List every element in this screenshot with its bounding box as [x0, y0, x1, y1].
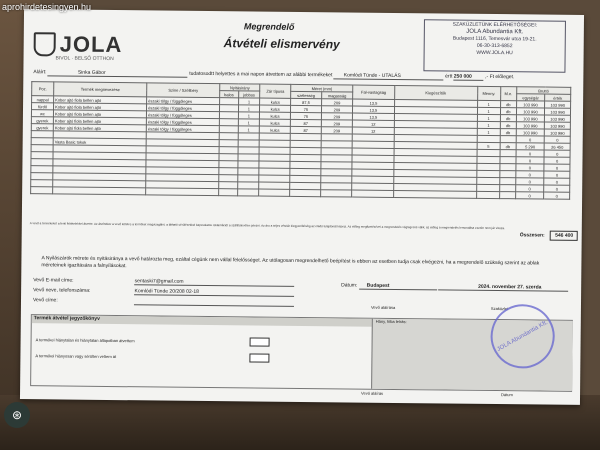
table-cell-value: 0 — [544, 171, 570, 178]
table-cell-lock: kulcs — [260, 126, 291, 133]
handover-ok-label: A termékei hiánytalan és hiánytalan állapotban átvettem — [35, 337, 135, 344]
col-accessories: Kiegészítők — [394, 85, 477, 100]
email-value: sentaski7@gmail.com — [135, 278, 295, 287]
table-cell-lock: kulcs — [260, 119, 291, 126]
contact-stamp — [423, 19, 566, 72]
table-cell-name: Kober ajtó fiola bellen ajtó — [54, 103, 147, 111]
table-cell-w: 75 — [291, 105, 322, 112]
shop-label: Szaküzlet — [490, 305, 509, 312]
sub-width: szélesség — [291, 91, 322, 98]
table-cell-wall: 12 — [353, 127, 394, 134]
table-cell-value: 0 — [544, 164, 570, 171]
name-value: Komlódi Tünde 20/208 02-18 — [134, 288, 294, 297]
table-cell-price: 0 — [515, 178, 544, 185]
table-cell-qty — [476, 191, 499, 198]
address-label: Vevő címe: — [32, 297, 58, 304]
col-opening: Nyitásirány — [220, 84, 260, 91]
table-cell-h: 209 — [321, 99, 353, 106]
date-row — [341, 282, 568, 291]
table-cell-h: 209 — [321, 106, 353, 113]
table-cell-qty: 1 — [477, 100, 500, 107]
handover-sign-label: Vevő aláírás — [361, 390, 384, 396]
table-cell-w: 87 — [290, 119, 321, 126]
table-cell-color — [146, 188, 219, 196]
table-cell-price: 0 — [515, 185, 544, 192]
table-cell-unit: db — [500, 115, 516, 122]
table-cell-pos: fürdő — [32, 103, 54, 110]
name-row — [33, 287, 294, 297]
sub-left: balos — [220, 91, 239, 98]
table-cell-lock — [259, 189, 290, 196]
table-cell — [219, 189, 238, 196]
table-cell-price: 0 — [516, 136, 545, 143]
buyer-sign-label: Vevő aláírása — [370, 304, 396, 310]
table-cell-h: 209 — [321, 120, 353, 127]
table-cell-wall: 13,5 — [353, 99, 394, 106]
date-value: 2024. november 27. szerda — [438, 283, 568, 291]
table-cell-unit: db — [500, 122, 516, 129]
table-cell-wall — [352, 190, 393, 197]
table-cell-qty: 5 — [477, 142, 500, 149]
table-cell-pos: gyerek — [31, 117, 53, 124]
table-cell-jobbos: 1 — [238, 98, 260, 105]
table-cell-value: 0 — [544, 136, 570, 143]
table-cell-color: északi tölgy / függőleges — [147, 104, 220, 112]
table-cell-jobbos — [237, 189, 259, 196]
sub-height: magasság — [321, 92, 353, 99]
table-cell-price: 103 990 — [516, 122, 545, 129]
notice-text: tudatosodtt helyettes a mai napon átvettem az alábbi termékeket — [189, 70, 333, 79]
company-round-stamp: JOLA Abundantia Kft. — [479, 293, 566, 380]
table-cell-jobbos: 1 — [238, 112, 260, 119]
date-label: Dátum: — [341, 282, 358, 289]
table-cell-value: 103 990 — [545, 129, 571, 136]
table-cell-value: 0 — [544, 192, 570, 199]
table-cell-color: északi tölgy / függőleges — [146, 125, 219, 133]
table-cell-unit: db — [500, 108, 516, 115]
table-cell-value: 103 990 — [545, 122, 571, 129]
app-badge-icon[interactable]: ⊛ — [4, 402, 30, 428]
table-cell-price: 103 990 — [516, 108, 545, 115]
col-product: Termék megnevezése — [54, 82, 147, 97]
table-cell-jobbos: 1 — [238, 126, 260, 133]
table-cell-price: 103 990 — [516, 101, 545, 108]
table-cell-pos — [31, 187, 53, 194]
table-cell-color: északi tölgy / függőleges — [147, 97, 220, 105]
city-value: Budapest — [359, 283, 437, 291]
buyer-name: Sinka Gábor — [48, 69, 188, 77]
table-cell-qty: 1 — [477, 128, 500, 135]
email-row — [33, 277, 294, 287]
table-cell-value: 103 990 — [545, 115, 571, 122]
document-page — [20, 9, 584, 405]
table-cell-w — [290, 189, 321, 196]
shield-icon — [34, 32, 56, 56]
amount-label: értt — [445, 73, 453, 80]
table-cell-w: 75 — [291, 112, 322, 119]
col-gross: Bruttó — [516, 87, 570, 95]
table-cell-price: 103 990 — [516, 115, 545, 122]
amount-suffix: ,- Ft előleget. — [485, 73, 515, 81]
logo-text: JOLA — [59, 31, 123, 58]
col-pos: Poz. — [32, 82, 54, 96]
table-cell-name: Kober ajtó fiola bellen ajtó — [53, 110, 146, 118]
table-cell-lock: kulcs — [260, 112, 291, 119]
col-unit: M.e. — [500, 87, 516, 101]
col-qty: Menny. — [477, 86, 500, 100]
table-cell-unit: db — [500, 143, 516, 150]
table-cell-price: 0 — [515, 171, 544, 178]
table-cell-pos: nappal — [32, 96, 54, 103]
watermark: aprohirdetesingyen.hu — [2, 2, 92, 12]
name-label: Vevő neve, telefonszáma: — [33, 287, 91, 294]
total — [520, 232, 579, 239]
handover-heading: Termék átvétel jegyzőkönyv — [32, 315, 374, 327]
table-cell-wall: 13,5 — [353, 113, 394, 120]
signed-label: Aláírt: — [33, 69, 47, 76]
table-cell-w: 87 — [290, 126, 321, 133]
table-cell-name: Kober ajtó fiola bellen ajtó — [53, 124, 146, 132]
sub-value: érték — [545, 94, 571, 101]
stamp-heading: SZAKÜZLETÜNK ELÉRHETŐSÉGEI: — [452, 21, 538, 29]
table-cell — [393, 190, 476, 198]
table-cell-price: 0 — [516, 150, 545, 157]
table-cell-w: 87,5 — [291, 98, 322, 105]
table-cell-name — [53, 187, 146, 195]
handover-damaged-label: A termékei hiányosan vagy sérülten vettem át — [35, 353, 117, 360]
table-cell-h: 209 — [321, 127, 353, 134]
table-cell-pos: wc — [31, 110, 53, 117]
table-cell-color: északi tölgy / függőleges — [146, 111, 219, 119]
sub-unit-price: egységár — [516, 94, 545, 101]
doc-subtitle: Átvételi elismervény — [223, 36, 340, 52]
handover-date-label: Dátum — [501, 392, 513, 398]
stamp-web: WWW.JOLA.HU — [476, 49, 513, 57]
table-cell-color: északi tölgy / függőleges — [146, 118, 219, 126]
table-cell-pos: gyerek — [31, 124, 53, 131]
table-cell-value: 0 — [544, 178, 570, 185]
fine-print: A vevő a termékeket a fenti feltételekkel átvette. Az átvételkor a vevő köteles a terméket megvizsgálni, a látható sérülésekkel kapcsolatos reklamációt a szállítólevélen jelezni. Az áru a teljes vételár kiegyenlítéséig az eladó tulajdonát képezi. Az előleg megfizetésével a megrendelés véglegessé válik, az előleg a megrendelés lemondása esetén nem jár vissza. — [29, 221, 505, 231]
total-value: 546 400 — [550, 231, 578, 241]
col-lock: Zár típusa — [260, 84, 291, 98]
note: A Nyilászárók mérete és nyitásiránya a vevő határozta meg, ezáltal cégünk nem vállal felelősséget. Az utólagosan megrendelhető beépítést is ebben az esetben tudja csak elvégezni, ha a megrendelő szükség szerint az ablak méreteinek igazítására a falnyílásokat. — [41, 255, 540, 270]
address-row — [33, 297, 294, 307]
table-cell-jobbos: 1 — [238, 105, 260, 112]
table-cell-value: 26 450 — [544, 143, 570, 150]
table-cell-qty: 1 — [477, 114, 500, 121]
table-cell-price: 0 — [516, 157, 545, 164]
logo-subtitle: BIVOL · BELSŐ OTTHON — [55, 55, 114, 63]
table-cell-jobbos: 1 — [238, 119, 260, 126]
remarks-label: Hány, hiba leírás: — [375, 318, 407, 325]
table-cell-name: Vasta Basic tokok — [53, 138, 146, 146]
col-size: Méret (mm) — [291, 84, 353, 92]
deposit-amount: 250 000 — [454, 74, 484, 81]
table-cell-qty: 1 — [477, 107, 500, 114]
table-cell-wall: 12 — [353, 120, 394, 127]
table-cell-value: 103 990 — [545, 101, 571, 108]
sub-right: jobbos — [238, 91, 260, 98]
table-cell-value: 0 — [544, 185, 570, 192]
stamp-address: Budapest 1116, Temesvár utca 19-21. — [452, 35, 537, 43]
table-cell-price: 5 290 — [516, 143, 545, 150]
company-logo — [34, 31, 123, 58]
handover-damaged-checkbox[interactable] — [249, 353, 269, 362]
col-color: Szine / Szélibéry — [147, 83, 220, 98]
seller-name: Komlódi Tünde - UTALÁS — [334, 72, 444, 80]
table-cell-value: 0 — [544, 150, 570, 157]
email-label: Vevő E-mail címe: — [33, 277, 74, 284]
table-cell-qty: 1 — [477, 121, 500, 128]
table-cell-name: Kober ajtó fiola bellen ajtó — [53, 117, 146, 125]
table-cell-h — [320, 190, 352, 197]
table-cell-lock: kulcs — [260, 105, 291, 112]
table-cell-unit — [499, 192, 515, 199]
table-cell-price: 0 — [516, 164, 545, 171]
table-cell-unit: db — [500, 101, 516, 108]
doc-title: Megrendelő — [243, 21, 295, 32]
table-cell-price: 103 990 — [516, 129, 545, 136]
total-label: Összesen: — [519, 232, 545, 239]
table-cell-h: 209 — [321, 113, 353, 120]
stamp-phone: 06-30-313-6852 — [476, 42, 513, 50]
table-cell-name: Kober ajtó fiola bellen ajtó — [54, 96, 147, 104]
table-cell-price: 0 — [515, 192, 544, 199]
stamp-company: JOLA Abundantia Kft. — [466, 28, 524, 36]
handover-ok-checkbox[interactable] — [250, 337, 270, 346]
table-cell-unit: db — [500, 129, 516, 136]
table-cell-value: 0 — [544, 157, 570, 164]
order-table — [30, 81, 571, 200]
col-wall: Fal-vastagság — [353, 85, 394, 99]
table-cell-wall: 13,5 — [353, 106, 394, 113]
table-cell-value: 103 990 — [545, 108, 571, 115]
table-cell-lock: kulcs — [260, 98, 291, 105]
